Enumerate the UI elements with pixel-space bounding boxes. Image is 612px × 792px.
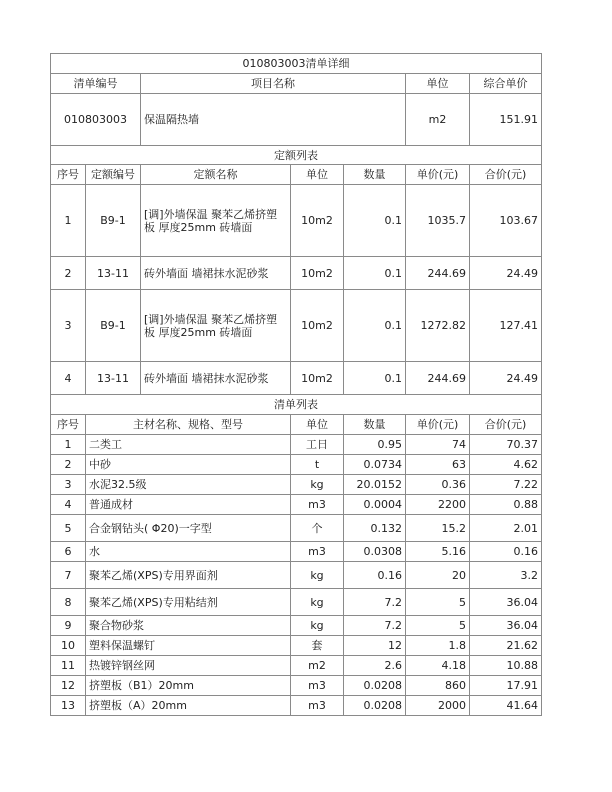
material-no: 1 xyxy=(51,435,86,455)
quota-total: 24.49 xyxy=(470,257,542,290)
material-no: 4 xyxy=(51,495,86,515)
table-title: 010803003清单详细 xyxy=(51,54,542,74)
quota-col-unit: 单位 xyxy=(291,165,344,185)
quota-qty: 0.1 xyxy=(344,290,406,362)
material-unit: t xyxy=(291,455,344,475)
material-unit: kg xyxy=(291,589,344,616)
quota-total: 127.41 xyxy=(470,290,542,362)
material-name: 聚苯乙烯(XPS)专用粘结剂 xyxy=(86,589,291,616)
material-qty: 2.6 xyxy=(344,656,406,676)
materials-col-name: 主材名称、规格、型号 xyxy=(86,415,291,435)
quota-section-row xyxy=(51,146,542,165)
quota-name: 砖外墙面 墙裙抹水泥砂浆 xyxy=(141,362,291,395)
material-total: 10.88 xyxy=(470,656,542,676)
item-row xyxy=(51,94,542,146)
material-name: 合金钢钻头( Φ20)一字型 xyxy=(86,515,291,542)
material-price: 15.2 xyxy=(406,515,470,542)
material-unit: kg xyxy=(291,616,344,636)
quota-col-qty: 数量 xyxy=(344,165,406,185)
material-qty: 0.0734 xyxy=(344,455,406,475)
material-qty: 0.16 xyxy=(344,562,406,589)
quota-col-price: 单价(元) xyxy=(406,165,470,185)
quota-no: 4 xyxy=(51,362,86,395)
quota-code: B9-1 xyxy=(86,185,141,257)
material-total: 4.62 xyxy=(470,455,542,475)
material-unit: 套 xyxy=(291,636,344,656)
materials-col-price: 单价(元) xyxy=(406,415,470,435)
quota-price: 1272.82 xyxy=(406,290,470,362)
price-header: 综合单价 xyxy=(470,74,542,94)
material-no: 9 xyxy=(51,616,86,636)
quota-qty: 0.1 xyxy=(344,362,406,395)
quota-col-name: 定额名称 xyxy=(141,165,291,185)
material-name: 二类工 xyxy=(86,435,291,455)
item-name: 保温隔热墙 xyxy=(141,94,406,146)
material-row xyxy=(51,455,542,475)
material-total: 17.91 xyxy=(470,676,542,696)
material-unit: kg xyxy=(291,475,344,495)
quota-name: 砖外墙面 墙裙抹水泥砂浆 xyxy=(141,257,291,290)
material-name: 挤塑板（A）20mm xyxy=(86,696,291,716)
bill-detail-table xyxy=(50,53,542,716)
quota-row xyxy=(51,257,542,290)
material-total: 41.64 xyxy=(470,696,542,716)
material-row xyxy=(51,495,542,515)
quota-header-row xyxy=(51,165,542,185)
material-name: 聚苯乙烯(XPS)专用界面剂 xyxy=(86,562,291,589)
material-no: 11 xyxy=(51,656,86,676)
quota-unit: 10m2 xyxy=(291,185,344,257)
material-unit: kg xyxy=(291,562,344,589)
quota-qty: 0.1 xyxy=(344,257,406,290)
quota-price: 1035.7 xyxy=(406,185,470,257)
material-row xyxy=(51,656,542,676)
material-total: 36.04 xyxy=(470,616,542,636)
material-name: 挤塑板（B1）20mm xyxy=(86,676,291,696)
quota-row xyxy=(51,290,542,362)
quota-code: 13-11 xyxy=(86,362,141,395)
material-name: 热镀锌钢丝网 xyxy=(86,656,291,676)
item-price: 151.91 xyxy=(470,94,542,146)
material-qty: 0.95 xyxy=(344,435,406,455)
material-price: 2000 xyxy=(406,696,470,716)
quota-no: 3 xyxy=(51,290,86,362)
material-total: 21.62 xyxy=(470,636,542,656)
quota-no: 1 xyxy=(51,185,86,257)
material-qty: 0.0208 xyxy=(344,696,406,716)
material-price: 1.8 xyxy=(406,636,470,656)
material-name: 水泥32.5级 xyxy=(86,475,291,495)
material-price: 860 xyxy=(406,676,470,696)
material-price: 74 xyxy=(406,435,470,455)
quota-total: 24.49 xyxy=(470,362,542,395)
quota-no: 2 xyxy=(51,257,86,290)
quota-unit: 10m2 xyxy=(291,362,344,395)
material-price: 0.36 xyxy=(406,475,470,495)
quota-row xyxy=(51,185,542,257)
material-qty: 7.2 xyxy=(344,616,406,636)
material-total: 2.01 xyxy=(470,515,542,542)
material-qty: 12 xyxy=(344,636,406,656)
quota-code: 13-11 xyxy=(86,257,141,290)
material-no: 12 xyxy=(51,676,86,696)
material-qty: 0.0308 xyxy=(344,542,406,562)
material-qty: 0.0208 xyxy=(344,676,406,696)
material-unit: m3 xyxy=(291,676,344,696)
material-row xyxy=(51,616,542,636)
material-total: 0.16 xyxy=(470,542,542,562)
material-unit: m3 xyxy=(291,696,344,716)
material-price: 20 xyxy=(406,562,470,589)
material-total: 36.04 xyxy=(470,589,542,616)
material-no: 10 xyxy=(51,636,86,656)
material-price: 4.18 xyxy=(406,656,470,676)
material-unit: 工日 xyxy=(291,435,344,455)
material-qty: 7.2 xyxy=(344,589,406,616)
materials-col-total: 合价(元) xyxy=(470,415,542,435)
materials-col-unit: 单位 xyxy=(291,415,344,435)
material-row xyxy=(51,636,542,656)
material-no: 5 xyxy=(51,515,86,542)
material-price: 5 xyxy=(406,589,470,616)
material-unit: m3 xyxy=(291,542,344,562)
material-row xyxy=(51,676,542,696)
unit-header: 单位 xyxy=(406,74,470,94)
materials-col-no: 序号 xyxy=(51,415,86,435)
item-code: 010803003 xyxy=(51,94,141,146)
material-total: 0.88 xyxy=(470,495,542,515)
material-no: 13 xyxy=(51,696,86,716)
material-name: 聚合物砂浆 xyxy=(86,616,291,636)
material-name: 中砂 xyxy=(86,455,291,475)
material-no: 6 xyxy=(51,542,86,562)
quota-qty: 0.1 xyxy=(344,185,406,257)
material-name: 普通成材 xyxy=(86,495,291,515)
materials-section-title: 清单列表 xyxy=(51,395,542,415)
material-row xyxy=(51,589,542,616)
material-row xyxy=(51,562,542,589)
material-row xyxy=(51,696,542,716)
quota-price: 244.69 xyxy=(406,257,470,290)
materials-section-row xyxy=(51,395,542,415)
quota-price: 244.69 xyxy=(406,362,470,395)
quota-unit: 10m2 xyxy=(291,257,344,290)
material-name: 水 xyxy=(86,542,291,562)
material-row xyxy=(51,542,542,562)
quota-col-no: 序号 xyxy=(51,165,86,185)
title-row xyxy=(51,54,542,74)
item-header-row xyxy=(51,74,542,94)
quota-section-title: 定额列表 xyxy=(51,146,542,165)
material-row xyxy=(51,475,542,495)
quota-row xyxy=(51,362,542,395)
material-no: 2 xyxy=(51,455,86,475)
quota-code: B9-1 xyxy=(86,290,141,362)
material-no: 7 xyxy=(51,562,86,589)
material-no: 3 xyxy=(51,475,86,495)
material-name: 塑料保温螺钉 xyxy=(86,636,291,656)
material-unit: 个 xyxy=(291,515,344,542)
materials-col-qty: 数量 xyxy=(344,415,406,435)
material-row xyxy=(51,435,542,455)
name-header: 项目名称 xyxy=(141,74,406,94)
material-qty: 20.0152 xyxy=(344,475,406,495)
material-unit: m3 xyxy=(291,495,344,515)
material-price: 63 xyxy=(406,455,470,475)
material-total: 3.2 xyxy=(470,562,542,589)
quota-name: [调]外墙保温 聚苯乙烯挤塑板 厚度25mm 砖墙面 xyxy=(141,185,291,257)
material-no: 8 xyxy=(51,589,86,616)
item-unit: m2 xyxy=(406,94,470,146)
material-total: 7.22 xyxy=(470,475,542,495)
material-total: 70.37 xyxy=(470,435,542,455)
materials-header-row xyxy=(51,415,542,435)
code-header: 清单编号 xyxy=(51,74,141,94)
material-row xyxy=(51,515,542,542)
quota-col-code: 定额编号 xyxy=(86,165,141,185)
material-price: 5.16 xyxy=(406,542,470,562)
quota-unit: 10m2 xyxy=(291,290,344,362)
material-price: 2200 xyxy=(406,495,470,515)
material-qty: 0.0004 xyxy=(344,495,406,515)
quota-col-total: 合价(元) xyxy=(470,165,542,185)
quota-name: [调]外墙保温 聚苯乙烯挤塑板 厚度25mm 砖墙面 xyxy=(141,290,291,362)
material-qty: 0.132 xyxy=(344,515,406,542)
material-price: 5 xyxy=(406,616,470,636)
quota-total: 103.67 xyxy=(470,185,542,257)
material-unit: m2 xyxy=(291,656,344,676)
